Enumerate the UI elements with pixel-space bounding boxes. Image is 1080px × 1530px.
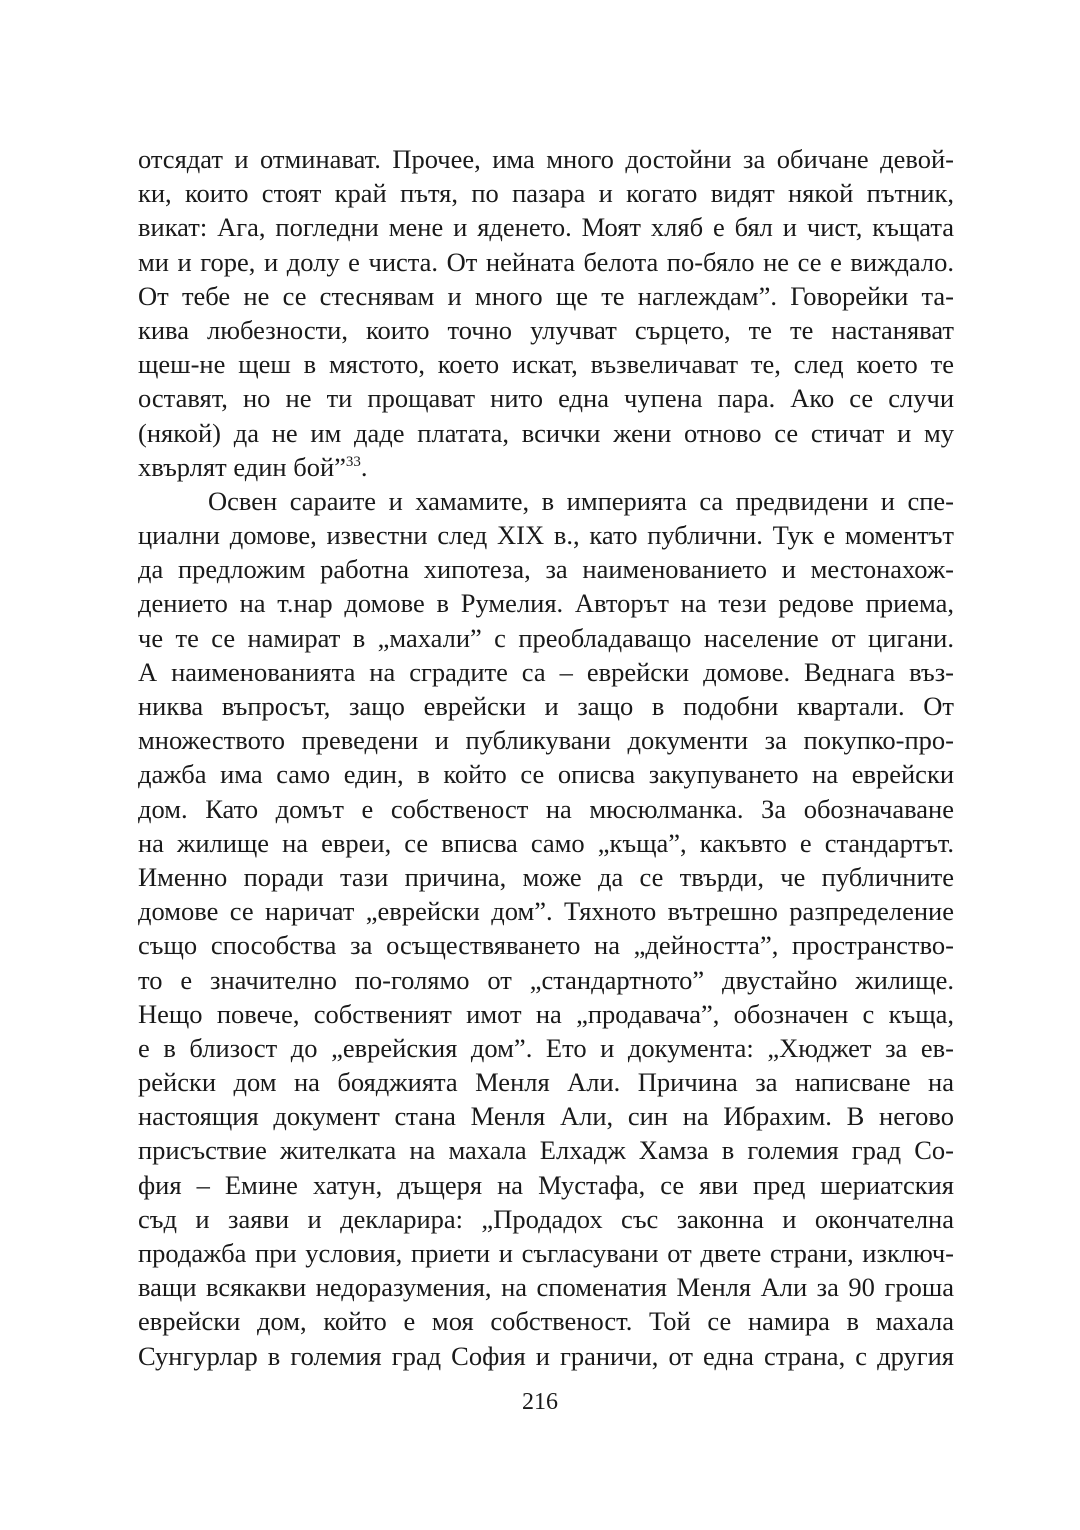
body-text xyxy=(138,142,954,1373)
text-line: (някой) да не им даде платата, всички жени отново се стичат и му xyxy=(138,417,954,448)
text-line: настоящия документ стана Менля Али, син на Ибрахим. В негово xyxy=(138,1101,954,1132)
text-line: домове се наричат „еврейски дом”. Тяхното вътрешно разпределение xyxy=(138,896,954,927)
paragraph-2 xyxy=(138,484,954,1373)
text-line: никва въпросът, защо еврейски и защо в подобни квартали. От xyxy=(138,691,954,721)
text-line: то е значително по-голямо от „стандартното” двустайно жилище. xyxy=(138,964,954,995)
text-line: Нещо повече, собственият имот на „продавача”, обозначен с къща, xyxy=(138,998,954,1029)
text-line-indented: Освен сараите и хамамите, в империята са предвидени и спе- xyxy=(208,485,954,516)
text-line: ващи всякакви недоразумения, на споменатия Менля Али за 90 гроша xyxy=(138,1272,954,1303)
text-line: съд и заяви и декларира: „Продадох със законна и окончателна xyxy=(138,1203,954,1234)
footnote-ref: 33 xyxy=(345,453,361,470)
text-line: дом. Като домът е собственост на мюсюлманка. За обозначаване xyxy=(138,793,954,824)
text-line: викат: Ага, погледни мене и яденето. Моят хляб е бял и чист, къщата xyxy=(138,212,954,243)
text-line: еврейски дом, който е моя собственост. Той се намира в махала xyxy=(138,1306,954,1337)
text-line: Сунгурлар в големия град София и граничи, от една страна, с другия xyxy=(138,1340,954,1371)
text-line: също способства за осъществяването на „дейността”, пространство- xyxy=(138,930,954,961)
text-line: е в близост до „еврейския дом”. Ето и документа: „Хюджет за ев- xyxy=(138,1032,954,1063)
text-line: щеш-не щеш в мястото, което искат, възвеличават те, след което те xyxy=(138,349,954,380)
text-line: на жилище на евреи, се вписва само „къща”, какъвто е стандартът. xyxy=(138,827,954,858)
text-line: рейски дом на бояджията Менля Али. Причина за написване на xyxy=(138,1067,954,1098)
text-line: А наименованията на сградите са – еврейски домове. Веднага въз- xyxy=(138,656,954,687)
text-line: че те се намират в „махали” с преобладаващо население от цигани. xyxy=(138,622,954,653)
text-line: От тебе не се стеснявам и много ще те наглеждам”. Говорейки та- xyxy=(138,280,954,311)
text-line: ки, които стоят край пътя, по пазара и когато видят някой пътник, xyxy=(138,178,954,209)
text-line: отсядат и отминават. Прочее, има много достойни за обичане девой- xyxy=(138,144,954,174)
text-line: кива любезности, които точно улучват сърцето, те те настаняват xyxy=(138,314,954,345)
text-line: да предложим работна хипотеза, за наименованието и местонахож- xyxy=(138,554,954,585)
text-line: оставят, но не ти прощават нито една чупена пара. Ако се случи xyxy=(138,383,954,414)
text-line: дението на т.нар домове в Румелия. Авторът на тези редове приема, xyxy=(138,588,954,619)
text-line: присъствие жителката на махала Елхадж Хамза в големия град Со- xyxy=(138,1135,954,1166)
text-line: фия – Емине хатун, дъщеря на Мустафа, се яви пред шериатския xyxy=(138,1169,954,1200)
text-line: дажба има само един, в който се описва закупуването на еврейски xyxy=(138,759,954,790)
text-line: Именно поради тази причина, може да се твърди, че публичните xyxy=(138,861,954,892)
last-line-tail: . xyxy=(360,451,368,482)
text-line: циални домове, известни след XIX в., като публични. Тук е моментът xyxy=(138,520,954,551)
text-line: продажба при условия, приети и съгласувани от двете страни, изключ- xyxy=(138,1238,954,1268)
text-line: множеството преведени и публикувани документи за покупко-про- xyxy=(138,725,954,756)
text-line: ми и горе, и долу е чиста. От нейната белота по-бяло не се е виждало. xyxy=(138,246,954,277)
text-line-last xyxy=(138,450,954,484)
paragraph-1 xyxy=(138,142,954,484)
page-number: 216 xyxy=(522,1389,558,1415)
last-line-text: хвърлят един бой” xyxy=(138,451,346,482)
